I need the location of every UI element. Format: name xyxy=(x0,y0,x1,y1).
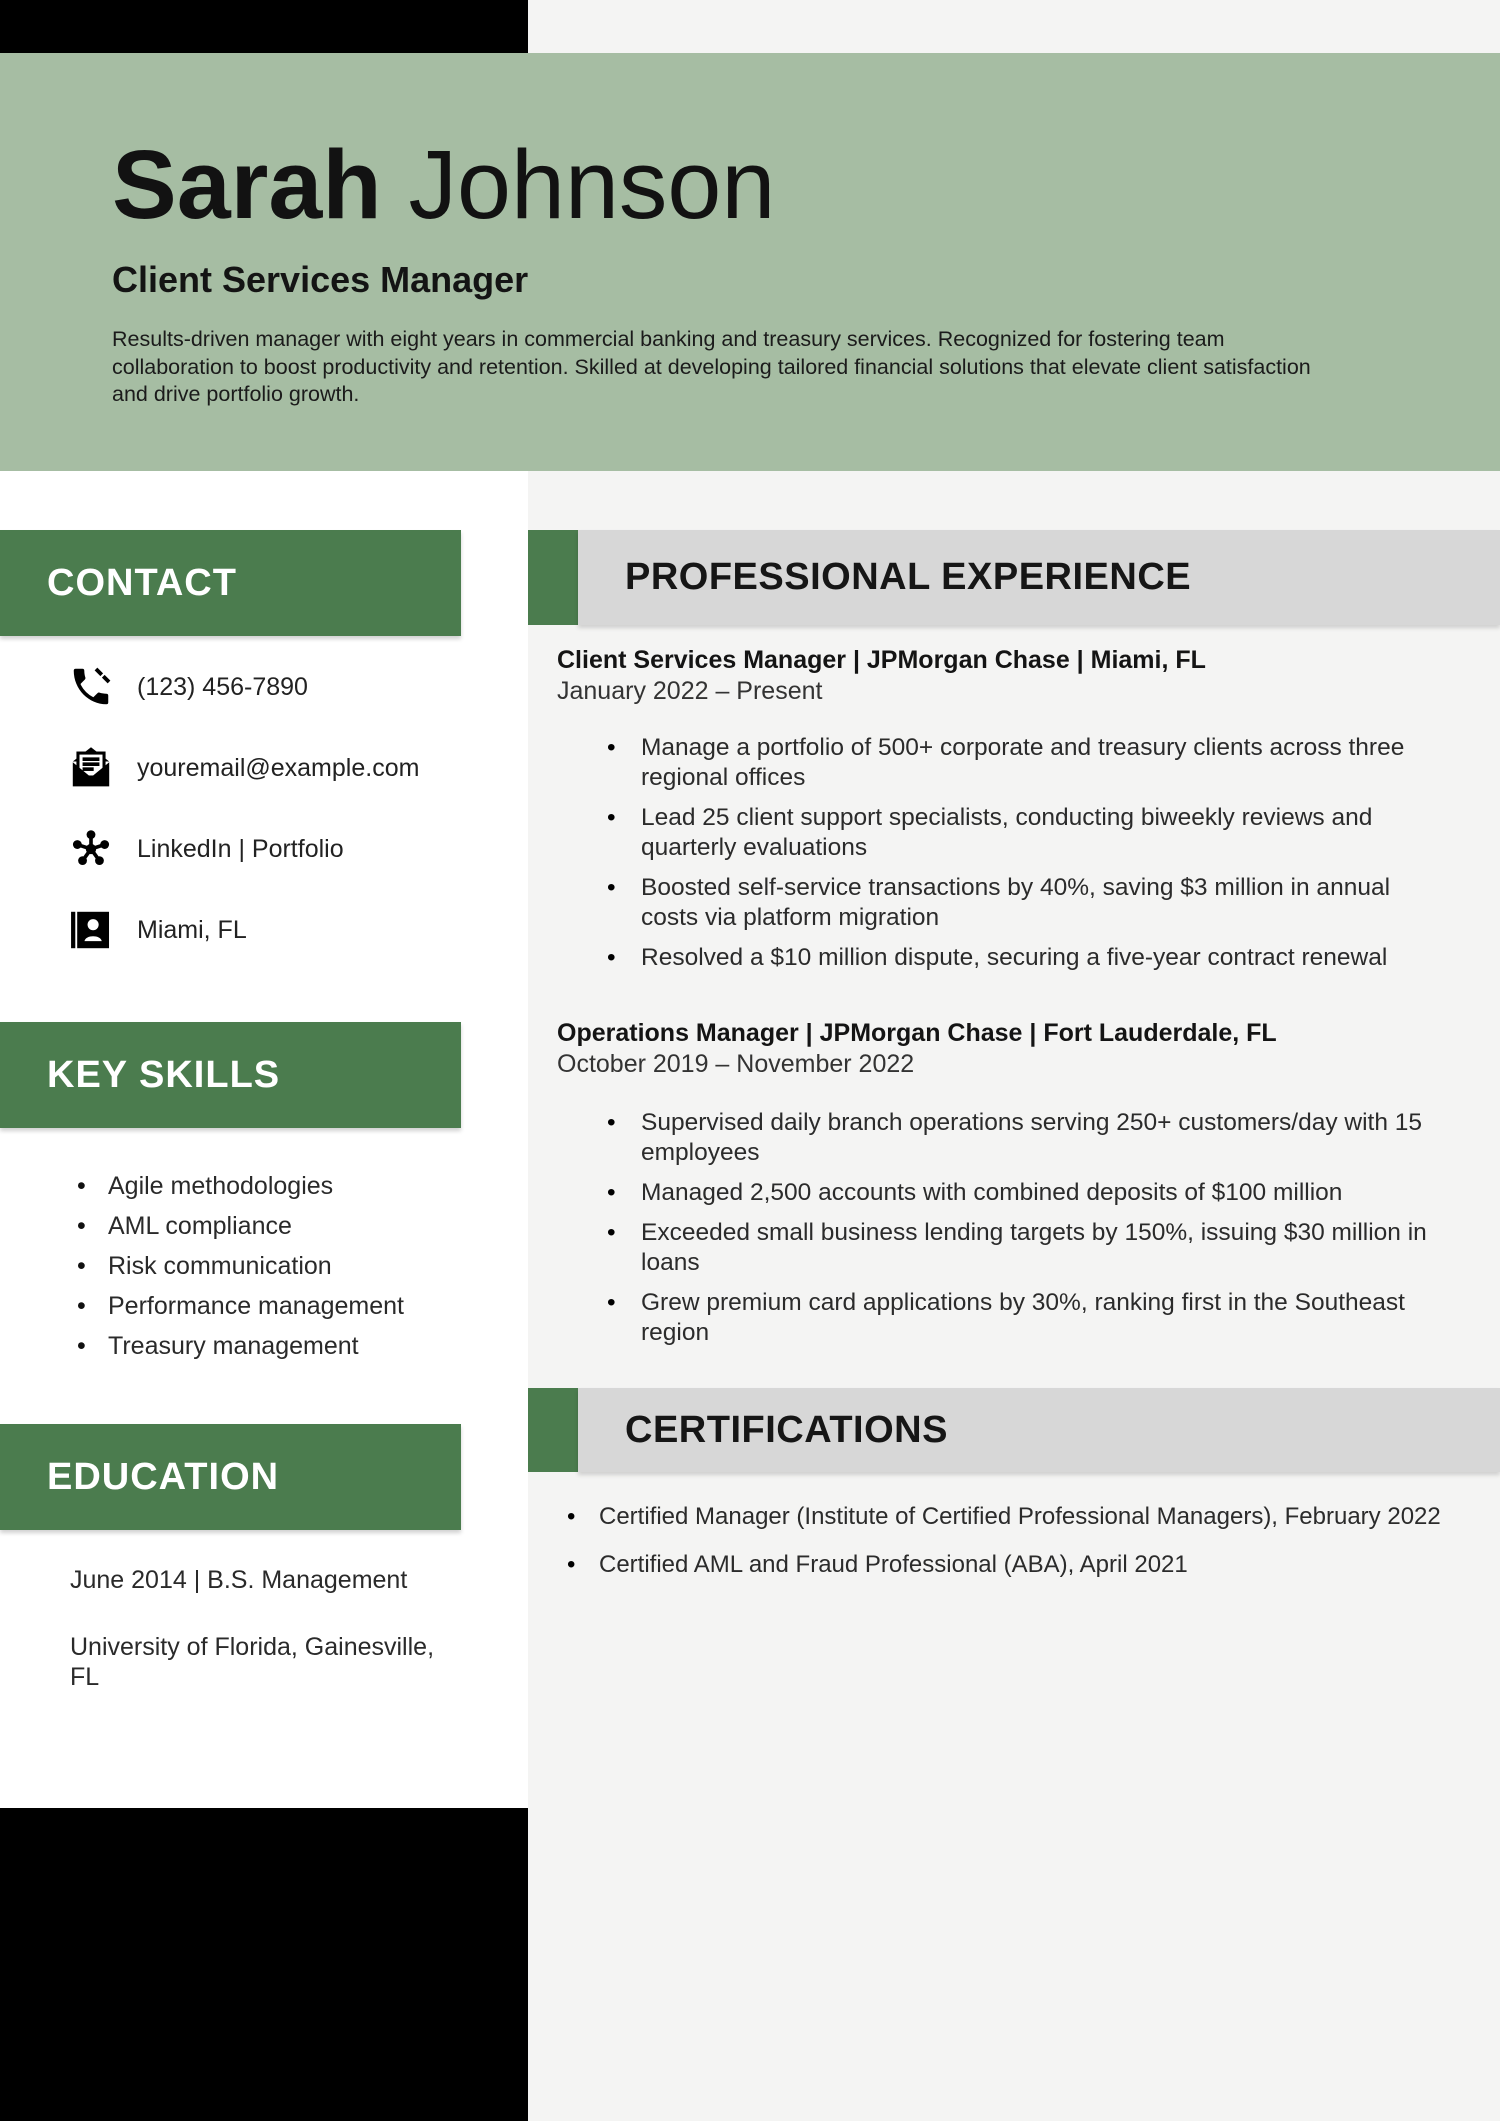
education-heading: EDUCATION xyxy=(47,1455,280,1498)
skill-item: • Agile methodologies xyxy=(77,1166,404,1206)
job-bullet: • Supervised daily branch operations serving 250+ customers/day with 15 employees xyxy=(607,1108,1447,1168)
job-bullet: • Exceeded small business lending targets by 150%, issuing $30 million in loans xyxy=(607,1218,1447,1278)
skill-item: • Treasury management xyxy=(77,1326,404,1366)
email-icon xyxy=(68,745,114,791)
key-skills-section-header xyxy=(0,1022,461,1128)
skill-item: • AML compliance xyxy=(77,1206,404,1246)
skill-item: • Risk communication xyxy=(77,1246,404,1286)
skills-list xyxy=(77,1166,404,1366)
job-title: Operations Manager | JPMorgan Chase | Fort Lauderdale, FL xyxy=(557,1019,1277,1047)
job-title: Client Services Manager | JPMorgan Chase | Miami, FL xyxy=(557,646,1206,674)
certifications-section-header xyxy=(528,1388,1500,1472)
education-degree: June 2014 | B.S. Management xyxy=(70,1566,408,1594)
education-section-header xyxy=(0,1424,461,1530)
job-bullet: • Resolved a $10 million dispute, securing a five-year contract renewal xyxy=(607,943,1447,973)
phone-number: (123) 456-7890 xyxy=(137,672,308,701)
job-bullet: • Boosted self-service transactions by 40%, saving $3 million in annual costs via platform migration xyxy=(607,873,1447,933)
person-job-title: Client Services Manager xyxy=(112,259,529,300)
summary-paragraph: Results-driven manager with eight years in commercial banking and treasury services. Recognized for fostering team collaboration to boost productivity and retention. Skilled at developing tailored financial solutions that elevate client satisfaction and drive portfolio growth. xyxy=(112,327,1311,406)
certification-item: • Certified AML and Fraud Professional (ABA), April 2021 xyxy=(567,1550,1468,1580)
key-skills-heading: KEY SKILLS xyxy=(47,1053,281,1096)
footer-black-block xyxy=(0,1808,528,2121)
top-black-bar xyxy=(0,0,528,53)
experience-header-bar xyxy=(578,530,1500,625)
job-dates: October 2019 – November 2022 xyxy=(557,1050,915,1078)
contact-item-location xyxy=(68,907,488,953)
profile-links: LinkedIn | Portfolio xyxy=(137,834,344,863)
first-name: Sarah xyxy=(112,130,382,239)
location-text: Miami, FL xyxy=(137,915,247,944)
phone-icon xyxy=(68,664,114,710)
last-name: Johnson xyxy=(408,130,776,239)
job-bullet: • Lead 25 client support specialists, conducting biweekly reviews and quarterly evaluations xyxy=(607,803,1447,863)
contact-item-email xyxy=(68,745,488,791)
contact-section-header xyxy=(0,530,461,636)
green-accent-square xyxy=(528,530,578,625)
job-dates: January 2022 – Present xyxy=(557,677,823,705)
job-bullet: • Manage a portfolio of 500+ corporate and treasury clients across three regional offices xyxy=(607,733,1447,793)
education-school: University of Florida, Gainesville, FL xyxy=(70,1633,435,1691)
skill-item: • Performance management xyxy=(77,1286,404,1326)
contact-heading: CONTACT xyxy=(47,561,237,604)
job-entry xyxy=(557,1018,1477,1080)
job-bullet-list xyxy=(607,733,1447,983)
green-accent-square xyxy=(528,1388,578,1472)
certifications-heading: CERTIFICATIONS xyxy=(625,1408,948,1451)
experience-heading: PROFESSIONAL EXPERIENCE xyxy=(625,556,1192,598)
job-bullet-list xyxy=(607,1108,1447,1358)
job-bullet: • Managed 2,500 accounts with combined deposits of $100 million xyxy=(607,1178,1447,1208)
contact-item-phone xyxy=(68,664,488,710)
job-entry xyxy=(557,645,1477,707)
person-name xyxy=(112,130,776,239)
certifications-header-bar xyxy=(578,1388,1500,1472)
certifications-list xyxy=(567,1502,1468,1598)
contact-item-links xyxy=(68,826,488,872)
email-address: youremail@example.com xyxy=(137,753,420,782)
job-bullet: • Grew premium card applications by 30%, ranking first in the Southeast region xyxy=(607,1288,1447,1348)
network-icon xyxy=(68,826,114,872)
header-band xyxy=(0,53,1500,471)
address-book-icon xyxy=(68,907,114,953)
experience-section-header xyxy=(528,530,1500,625)
certification-item: • Certified Manager (Institute of Certified Professional Managers), February 2022 xyxy=(567,1502,1468,1532)
contact-list xyxy=(68,664,488,988)
